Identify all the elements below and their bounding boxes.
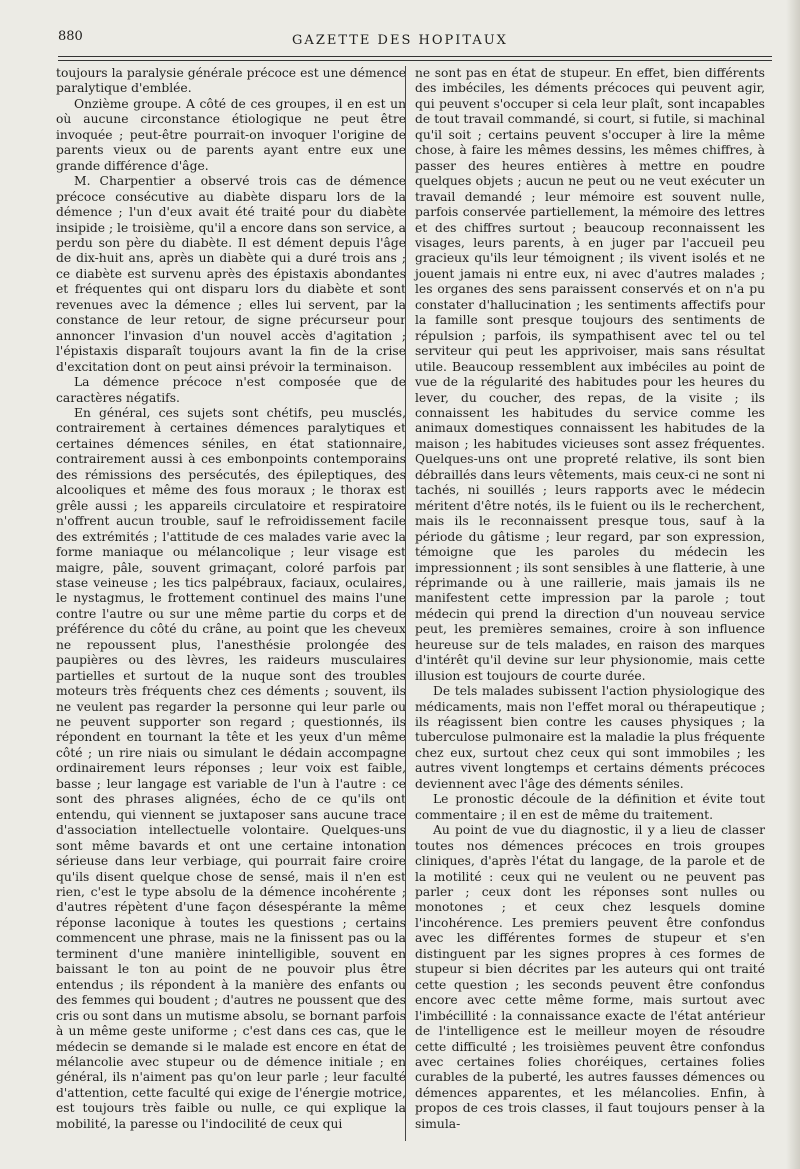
paragraph: En général, ces sujets sont chétifs, peu musclés, contrairement à certaines démences paralytiques et certaines démences séniles, en état stationnaire, contrairement aussi à ces embonpoints contemporains des rémissions des persécutés, des épileptiques, des alcooliques et même des fous moraux ; le thorax est grêle aussi ; les appareils circulatoire et respiratoire n'offrent aucun trouble, sauf le refroidissement facile des extrémités ; l'attitude de ces malades varie avec la forme maniaque ou mélancolique ; leur visage est maigre, pâle, souvent grimaçant, coloré parfois par stase veineuse ; les tics palpébraux, faciaux, oculaires, le nystagmus, le frottement continuel des mains l'une contre l'autre ou sur une même partie du corps et de préférence du côté du crâne, au point que les cheveux ne repoussent plus, l'anesthésie prolongée des paupières ou des lèvres, les raideurs musculaires partielles et surtout de la nuque sont des troubles moteurs très fréquents chez ces déments ; souvent, ils ne veulent pas regarder la personne qui leur parle ou ne peuvent supporter son regard ; questionnés, ils répondent en tournant la tête et les yeux d'un même côté ; un rire niais ou simulant le dédain accompagne ordinairement leurs réponses ; leur voix est faible, basse ; leur langage est variable de l'un à l'autre : ce sont des phrases alignées, écho de ce qu'ils ont entendu, qui viennent se juxtaposer sans aucune trace d'association intellectuelle volontaire. Quelques-uns sont même bavards et ont une certaine intonation sérieuse dans leur verbiage, qui pourrait faire croire qu'ils disent quelque chose de sensé, mais il n'en est rien, c'est le type absolu de la démence incohérente ; d'autres répètent d'une façon désespérante la même réponse laconique à toutes les questions ; certains commencent une phrase, mais ne la finissent pas ou la terminent d'une manière inintelligible, souvent en baissant le ton au point de ne pouvoir plus être entendus ; ils répondent à la manière des enfants ou des femmes qui boudent ; d'autres ne poussent que des cris ou sont dans un mutisme absolu, se bornant parfois à un même geste uniforme ; c'est dans ces cas, que le médecin se demande si le malade est encore en état de mélancolie avec stupeur ou de démence initiale ; en général, ils n'aiment pas qu'on leur parle ; leur faculté d'attention, cette faculté qui exige de l'énergie motrice, est toujours très faible ou nulle, ce qui explique la mobilité, la paresse ou l'indocilité de ceux qui xyxy=(56,405,406,1131)
paragraph: Au point de vue du diagnostic, il y a lieu de classer toutes nos démences précoces en trois groupes cliniques, d'après l'état du langage, de la parole et de la motilité : ceux qui ne veulent ou ne peuvent pas parler ; ceux dont les réponses sont nulles ou monotones ; et ceux chez lesquels domine l'incohérence. Les premiers peuvent être confondus avec les différentes formes de stupeur et s'en distinguent par les signes propres à ces formes de stupeur si bien décrites par les auteurs qui ont traité cette question ; les seconds peuvent être confondus encore avec cette même forme, mais surtout avec l'imbécillité : la connaissance exacte de l'état antérieur de l'intelligence est le meilleur moyen de résoudre cette difficulté ; les troisièmes peuvent être confondus avec certaines folies choréiques, certaines folies curables de la puberté, les autres fausses démences ou démences apparentes, et les mélancolies. Enfin, à propos de ces trois classes, il faut toujours penser à la simula- xyxy=(415,823,765,1131)
paragraph: M. Charpentier a observé trois cas de démence précoce consécutive au diabète disparu lors de la démence ; l'un d'eux avait été traité pour du diabète insipide ; le troisième, qu'il a encore dans son service, a perdu son père du diabète. Il est dément depuis l'âge de dix-huit ans, après un diabète qui a duré trois ans ; ce diabète est survenu après des épistaxis abondantes et fréquentes qui ont disparu lors du diabète et sont revenues avec la démence ; elles lui servent, par la constance de leur retour, de signe précurseur pour annoncer l'invasion d'un nouvel accès d'agitation ; l'épistaxis disparaît toujours avant la fin de la crise d'excitation dont on peut ainsi prévoir la terminaison. xyxy=(56,174,406,374)
paragraph: Le pronostic découle de la définition et évite tout commentaire ; il en est de même du traitement. xyxy=(415,792,765,822)
paragraph: De tels malades subissent l'action physiologique des médicaments, mais non l'effet moral ou thérapeutique ; ils réagissent bien contre les causes physiques ; la tuberculose pulmonaire est la maladie la plus fréquente chez eux, surtout chez ceux qui sont immobiles ; les autres vivent longtemps et certains déments précoces deviennent avec l'âge des déments séniles. xyxy=(415,684,765,791)
paragraph: toujours la paralysie générale précoce est une démence paralytique d'emblée. xyxy=(56,66,406,96)
page-edge-shadow xyxy=(786,0,800,1169)
running-head-title: GAZETTE DES HOPITAUX xyxy=(292,33,508,48)
page-number: 880 xyxy=(58,29,83,44)
right-column xyxy=(415,66,765,1132)
left-column xyxy=(56,66,406,1132)
paragraph: La démence précoce n'est composée que de caractères négatifs. xyxy=(56,375,406,405)
header-rule-thick xyxy=(58,60,772,61)
header-rule xyxy=(58,56,772,57)
paragraph: ne sont pas en état de stupeur. En effet, bien différents des imbéciles, les déments précoces qui peuvent agir, qui peuvent s'occuper si cela leur plaît, sont incapables de tout travail commandé, si court, si futile, si machinal qu'il soit ; certains peuvent s'occuper à lire la même chose, à faire les mêmes dessins, les mêmes chiffres, à passer des heures entières à mettre en poudre quelques objets ; aucun ne peut ou ne veut exécuter un travail demandé ; leur mémoire est souvent nulle, parfois conservée partiellement, la mémoire des lettres et des chiffres surtout ; beaucoup reconnaissent les visages, leurs parents, à en juger par l'accueil peu gracieux qu'ils leur témoignent ; ils vivent isolés et ne jouent jamais ni entre eux, ni avec d'autres malades ; les organes des sens paraissent conservés et on n'a pu constater d'hallucination ; les sentiments affectifs pour la famille sont presque toujours des sentiments de répulsion ; parfois, ils sympathisent avec tel ou tel serviteur qui peut les apprivoiser, mais sans résultat utile. Beaucoup ressemblent aux imbéciles au point de vue de la régularité des habitudes pour les heures du lever, du coucher, des repas, de la visite ; ils connaissent les habitudes du service comme les animaux domestiques connaissent les habitudes de la maison ; les habitudes vicieuses sont assez fréquentes. Quelques-uns ont une propreté relative, ils sont bien débraillés dans leurs vêtements, mais ceux-ci ne sont ni tachés, ni souillés ; leurs rapports avec le médecin méritent d'être notés, ils le fuient ou ils le recherchent, mais ils le reconnaissent presque tous, sauf à la période du gâtisme ; leur regard, par son expression, témoigne que les paroles du médecin les impressionnent ; ils sont sensibles à une flatterie, à une réprimande ou à une raillerie, mais jamais ils ne manifestent cette impression par la parole ; tout médecin qui prend la direction d'un nouveau service peut, les premières semaines, croire à son influence heureuse sur de tels malades, en raison des marques d'intérêt qu'il devine sur leur physionomie, mais cette illusion est toujours de courte durée. xyxy=(415,66,765,683)
column-divider xyxy=(405,66,406,1141)
paragraph: Onzième groupe. A côté de ces groupes, il en est un où aucune circonstance étiologique ne peut être invoquée ; peut-être pourrait-on invoquer l'origine de parents vieux ou de parents ayant entre eux une grande différence d'âge. xyxy=(56,96,406,173)
